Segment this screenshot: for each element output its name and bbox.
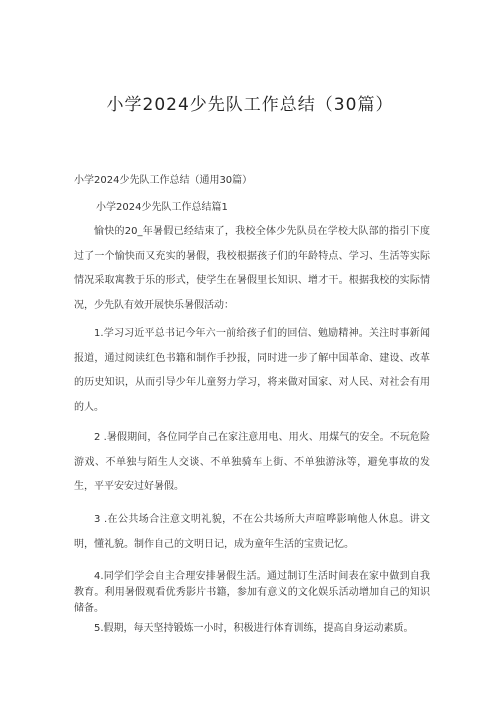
paragraph-item-1: 1.学习习近平总书记今年六一前给孩子们的回信、勉励精神。关注时事新闻报道，通过阅读红色书籍和制作手抄报，同时进一步了解中国革命、建设、改革的历史知识，从而引导少年儿童努力学习，将来做对国家、对人民、对社会有用的人。 <box>74 328 430 413</box>
paragraph-item-5: 5.假期，每天坚持锻炼一小时，积极进行体育训练，提高自身运动素质。 <box>94 623 414 634</box>
document-subtitle: 小学2024少先队工作总结（通用30篇） <box>74 175 253 186</box>
section-heading: 小学2024少先队工作总结篇1 <box>96 202 228 213</box>
paragraph-item-2: 2 .暑假期间，各位同学自己在家注意用电、用火、用煤气的安全。不玩危险游戏、不单独与陌生人交谈、不单独骑车上街、不单独游泳等，避免事故的发生，平平安安过好暑假。 <box>74 432 430 492</box>
document-title: 小学2024少先队工作总结（30篇） <box>106 95 394 115</box>
paragraph-item-4: 4.同学们学会自主合理安排暑假生活。通过制订生活时间表在家中做到自我教育。利用暑假观看优秀影片书籍，参加有意义的文化娱乐活动增加自己的知识储备。 <box>74 571 430 614</box>
paragraph-intro: 愉快的20_年暑假已经结束了，我校全体少先队员在学校大队部的指引下度过了一个愉快而又充实的暑假，我校根据孩子们的年龄特点、学习、生活等实际情况采取寓教于乐的形式，使学生在暑假里长知识、增才干。根据我校的实际情况，少先队有效开展快乐暑假活动： <box>74 226 430 311</box>
paragraph-item-3: 3 .在公共场合注意文明礼貌，不在公共场所大声喧哗影响他人休息。讲文明，懂礼貌。制作自己的文明日记，成为童年生活的宝贵记忆。 <box>74 514 430 550</box>
